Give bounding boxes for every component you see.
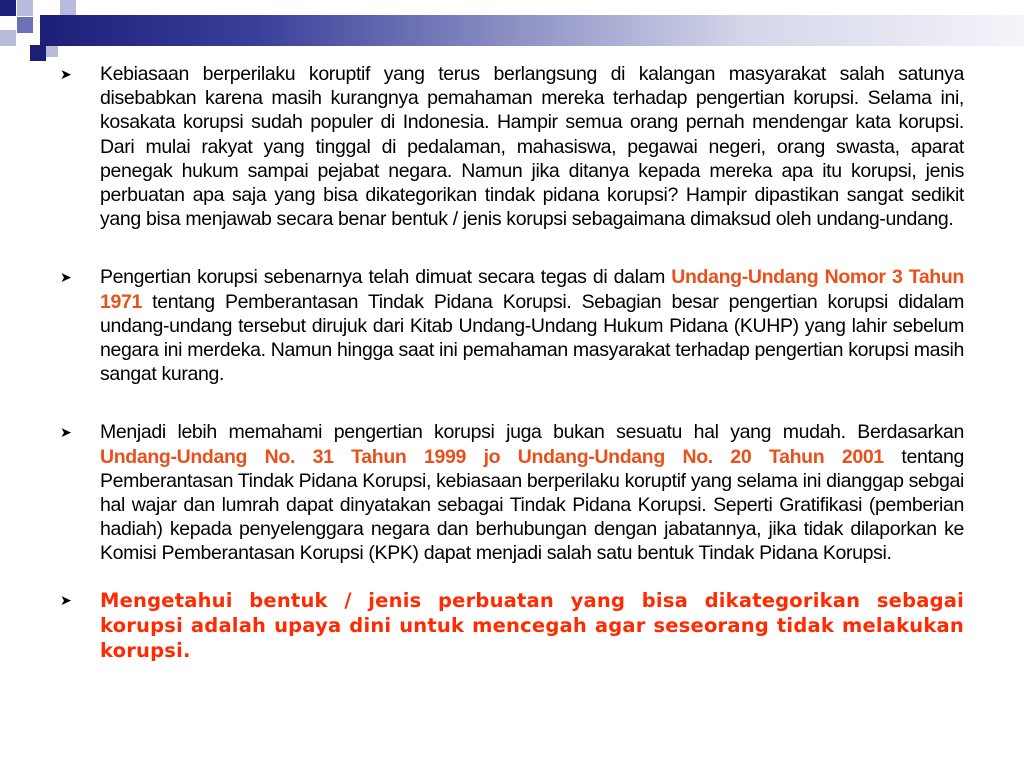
decor-square-left: [0, 30, 16, 46]
decor-square-bottom-small: [46, 45, 58, 57]
law-reference-1971: Undang-Undang Nomor 3 Tahun 1971: [100, 266, 964, 313]
arrow-right-icon: ➤: [60, 591, 72, 608]
decor-square-top-left: [0, 0, 16, 16]
decor-square-top-mid: [17, 0, 33, 16]
paragraph-1-text: Kebiasaan berperilaku koruptif yang terus berlangsung di kalangan masyarakat salah satunya disebabkan karena masih kurangnya pemahaman mereka terhadap pengertian korupsi. Selama ini, kosakata korupsi sudah populer di Indonesia. Hampir semua orang pernah mendengar kata korupsi. Dari mulai rakyat yang tinggal di pedalaman, mahasiswa, pegawai negeri, orang swasta, aparat penegak hukum sampai pejabat negara. Namun jika ditanya kepada mereka apa itu korupsi, jenis perbuatan apa saja yang bisa dikategorikan tindak pidana korupsi? Hampir dipastikan sangat sedikit yang bisa menjawab secara benar bentuk / jenis korupsi sebagaimana dimaksud oleh undang-undang.: [100, 63, 964, 231]
bullet-paragraph-2: [60, 265, 964, 386]
header-gradient-bar: [40, 15, 1024, 46]
slide-content: [60, 62, 964, 663]
decor-square-top-right: [60, 0, 76, 16]
paragraph-2-text-after: tentang Pemberantasan Tindak Pidana Korupsi. Sebagian besar pengertian korupsi didalam undang-undang tersebut dirujuk dari Kitab Undang-Undang Hukum Pidana (KUHP) yang lahir sebelum negara ini merdeka. Namun hingga saat ini pemahaman masyarakat terhadap pengertian korupsi masih sangat kurang.: [100, 290, 964, 386]
conclusion-text: Mengetahui bentuk / jenis perbuatan yang bisa dikategorikan sebagai korupsi adalah upaya dini untuk mencegah agar seseorang tidak melakukan korupsi.: [100, 588, 964, 662]
arrow-right-icon: ➤: [60, 424, 72, 441]
arrow-right-icon: ➤: [60, 66, 72, 82]
bullet-paragraph-1: [60, 62, 964, 231]
paragraph-3-text-after: tentang Pemberantasan Tindak Pidana Korupsi, kebiasaan berperilaku koruptif yang selama ini dianggap sebgai hal wajar dan lumrah dapat dinyatakan sebagai Tindak Pidana Korupsi. Seperti Gratifikasi (pemberian hadiah) kepada penyelenggara negara dan berhubungan dengan jabatannya, jika tidak dilaporkan ke Komisi Pemberantasan Korupsi (KPK) dapat menjadi salah satu bentuk Tindak Pidana Korupsi.: [100, 445, 965, 565]
decor-square-bottom: [30, 45, 46, 61]
law-reference-1999-2001: Undang-Undang No. 31 Tahun 1999 jo Undang-Undang No. 20 Tahun 2001: [100, 445, 884, 468]
paragraph-2-text-before: Pengertian korupsi sebenarnya telah dimuat secara tegas di dalam: [100, 266, 672, 289]
bullet-conclusion: [60, 588, 964, 663]
paragraph-3-text-before: Menjadi lebih memahami pengertian korupsi juga bukan sesuatu hal yang mudah. Berdasarkan: [100, 421, 964, 444]
decor-square-middle: [17, 17, 33, 33]
bullet-paragraph-3: [60, 420, 964, 565]
arrow-right-icon: ➤: [60, 269, 72, 286]
